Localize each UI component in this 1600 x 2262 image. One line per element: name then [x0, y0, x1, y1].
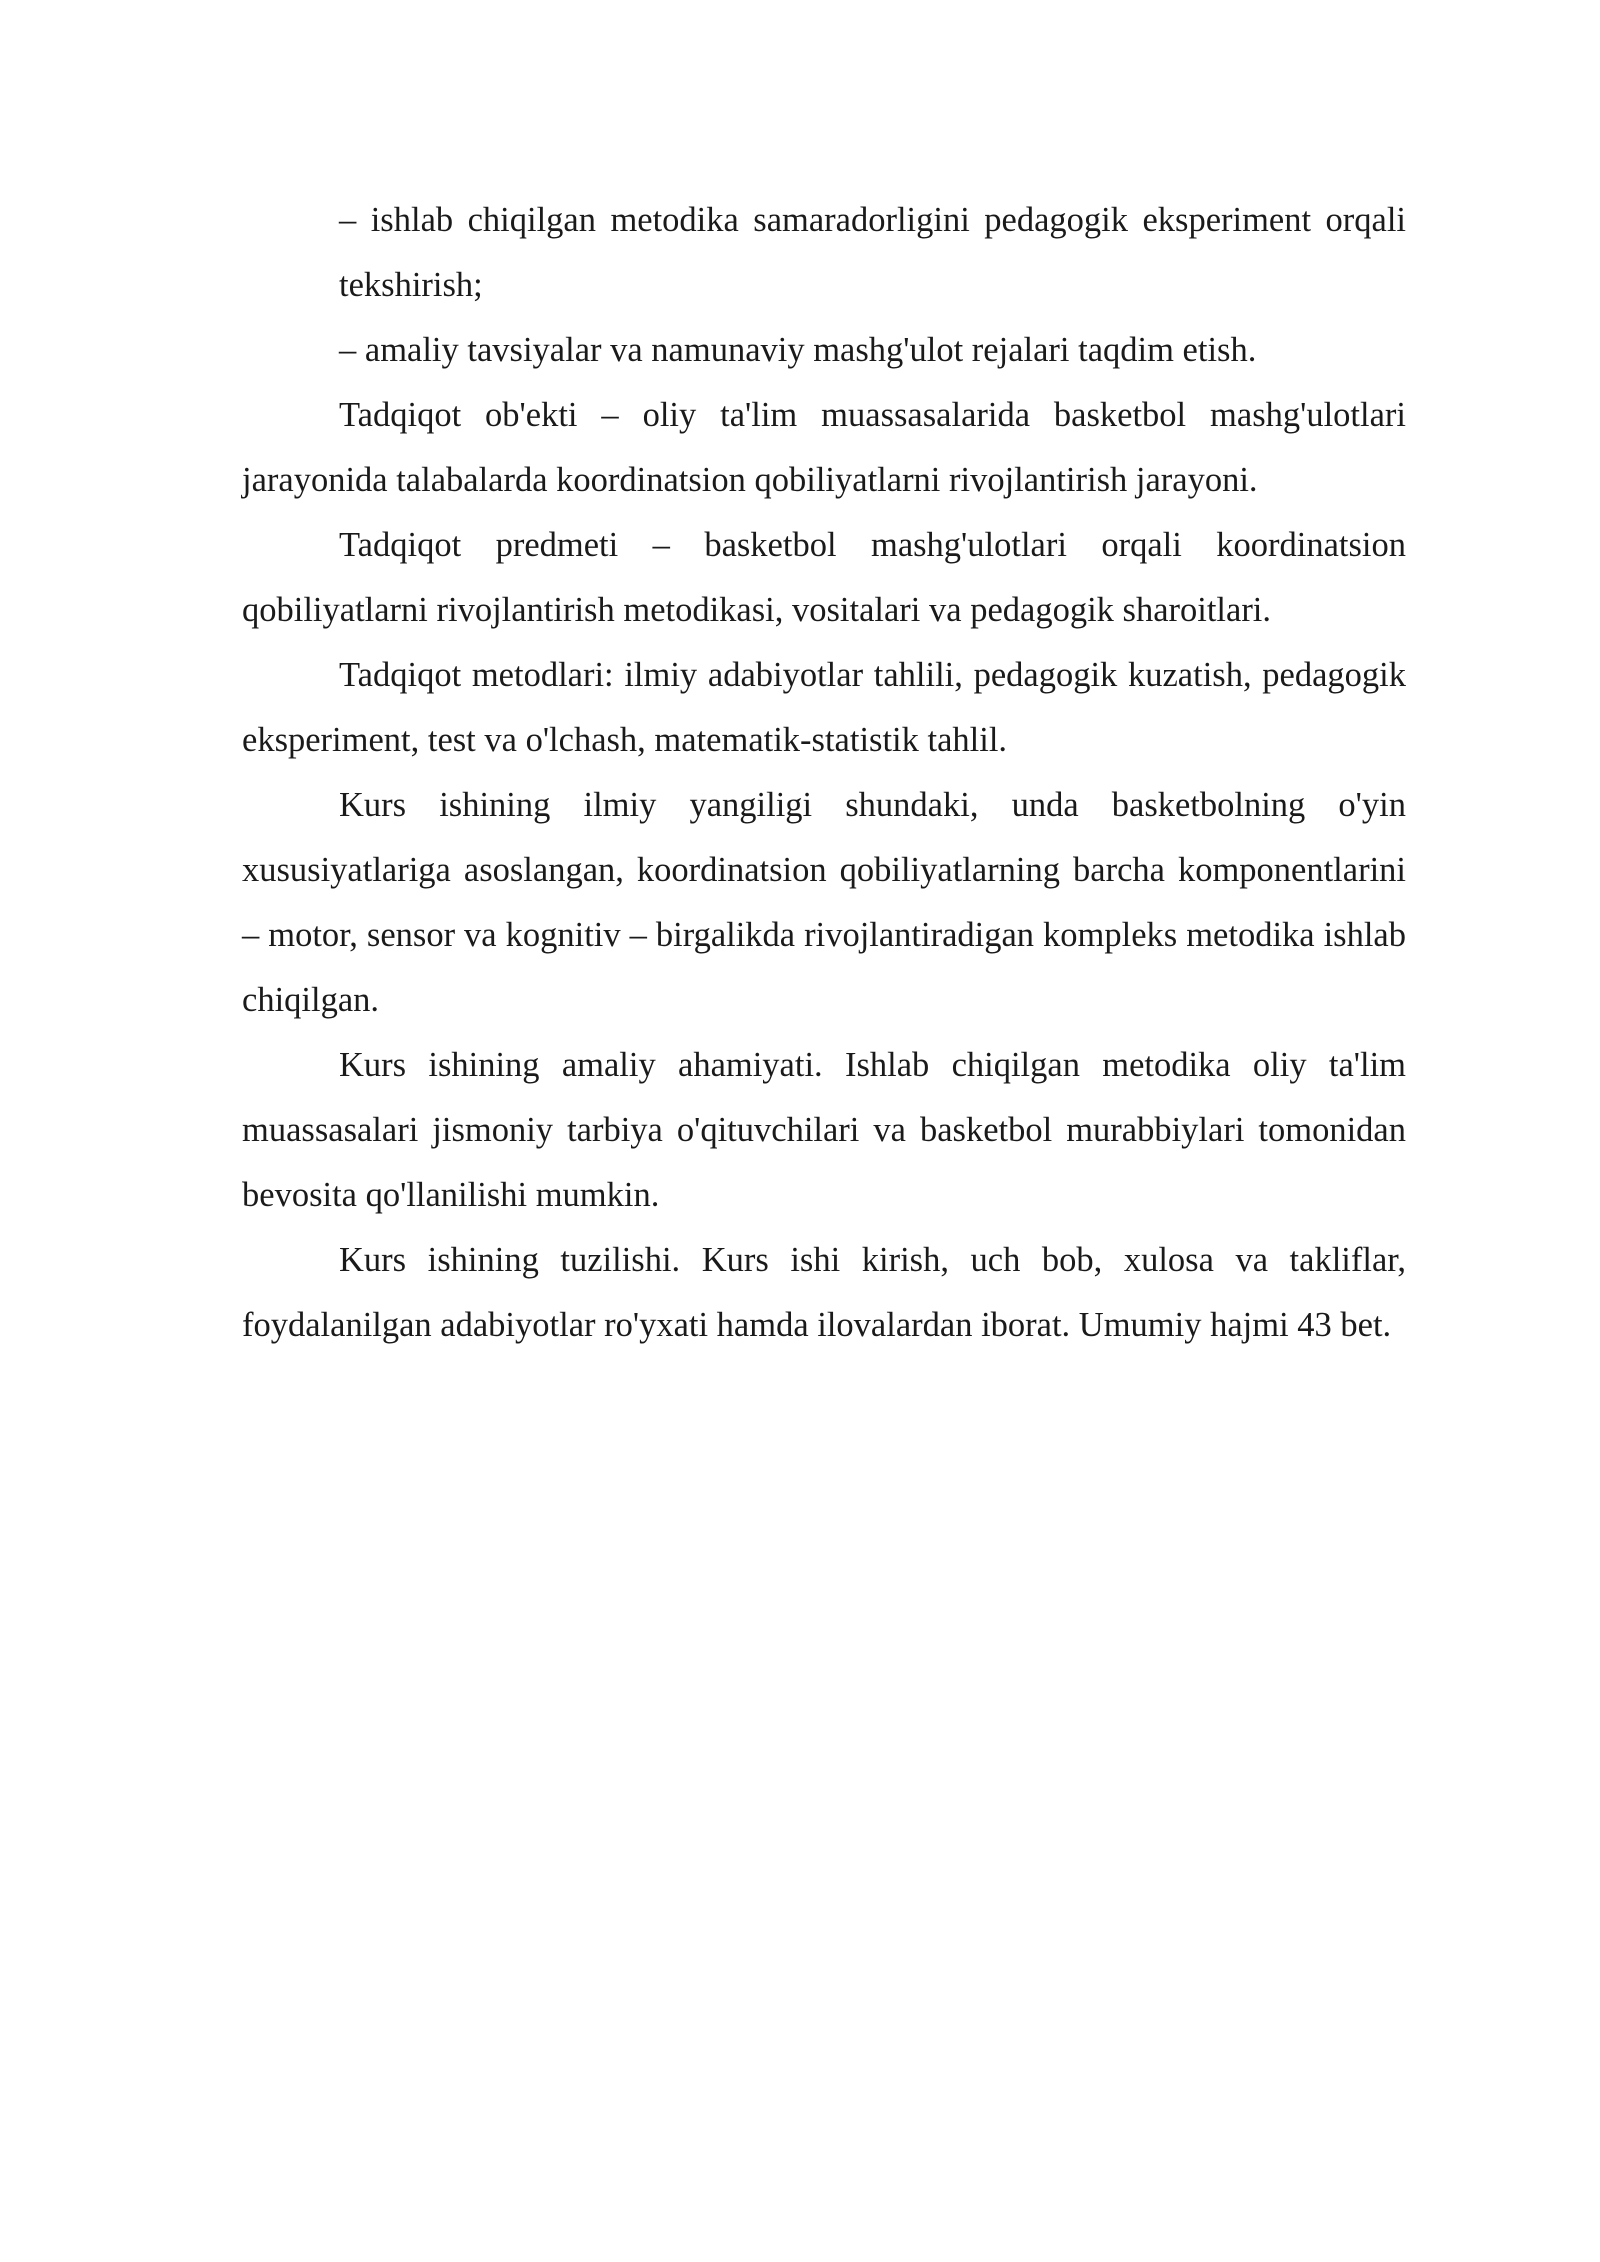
paragraph-scientific-novelty: Kurs ishining ilmiy yangiligi shundaki, unda basketbolning o'yin xususiyatlariga asoslangan, koordinatsion qobiliyatlarning barcha komponentlarini – motor, sensor va kognitiv – birgalikda rivojlantiradigan kompleks metodika ishlab chiqilgan. — [242, 786, 1406, 1019]
paragraph-practical-significance: Kurs ishining amaliy ahamiyati. Ishlab chiqilgan metodika oliy ta'lim muassasalari jismoniy tarbiya o'qituvchilari va basketbol murabbiylari tomonidan bevosita qo'llanilishi mumkin. — [242, 1046, 1406, 1214]
paragraph-research-methods: Tadqiqot metodlari: ilmiy adabiyotlar tahlili, pedagogik kuzatish, pedagogik eksperiment, test va o'lchash, matematik-statistik tahlil. — [242, 656, 1406, 759]
paragraph-structure: Kurs ishining tuzilishi. Kurs ishi kirish, uch bob, xulosa va takliflar, foydalanilgan adabiyotlar ro'yxati hamda ilovalardan iborat. Umumiy hajmi 43 bet. — [242, 1241, 1406, 1344]
paragraph-research-object: Tadqiqot ob'ekti – oliy ta'lim muassasalarida basketbol mashg'ulotlari jarayonida talabalarda koordinatsion qobiliyatlarni rivojlantirish jarayoni. — [242, 396, 1406, 499]
body-text — [242, 188, 1406, 1358]
paragraph-research-subject: Tadqiqot predmeti – basketbol mashg'ulotlari orqali koordinatsion qobiliyatlarni rivojlantirish metodikasi, vositalari va pedagogik sharoitlari. — [242, 526, 1406, 629]
list-item-recommendations: – amaliy tavsiyalar va namunaviy mashg'ulot rejalari taqdim etish. — [339, 331, 1257, 369]
list-item-verify-method: – ishlab chiqilgan metodika samaradorligini pedagogik eksperiment orqali tekshirish; — [339, 201, 1406, 304]
